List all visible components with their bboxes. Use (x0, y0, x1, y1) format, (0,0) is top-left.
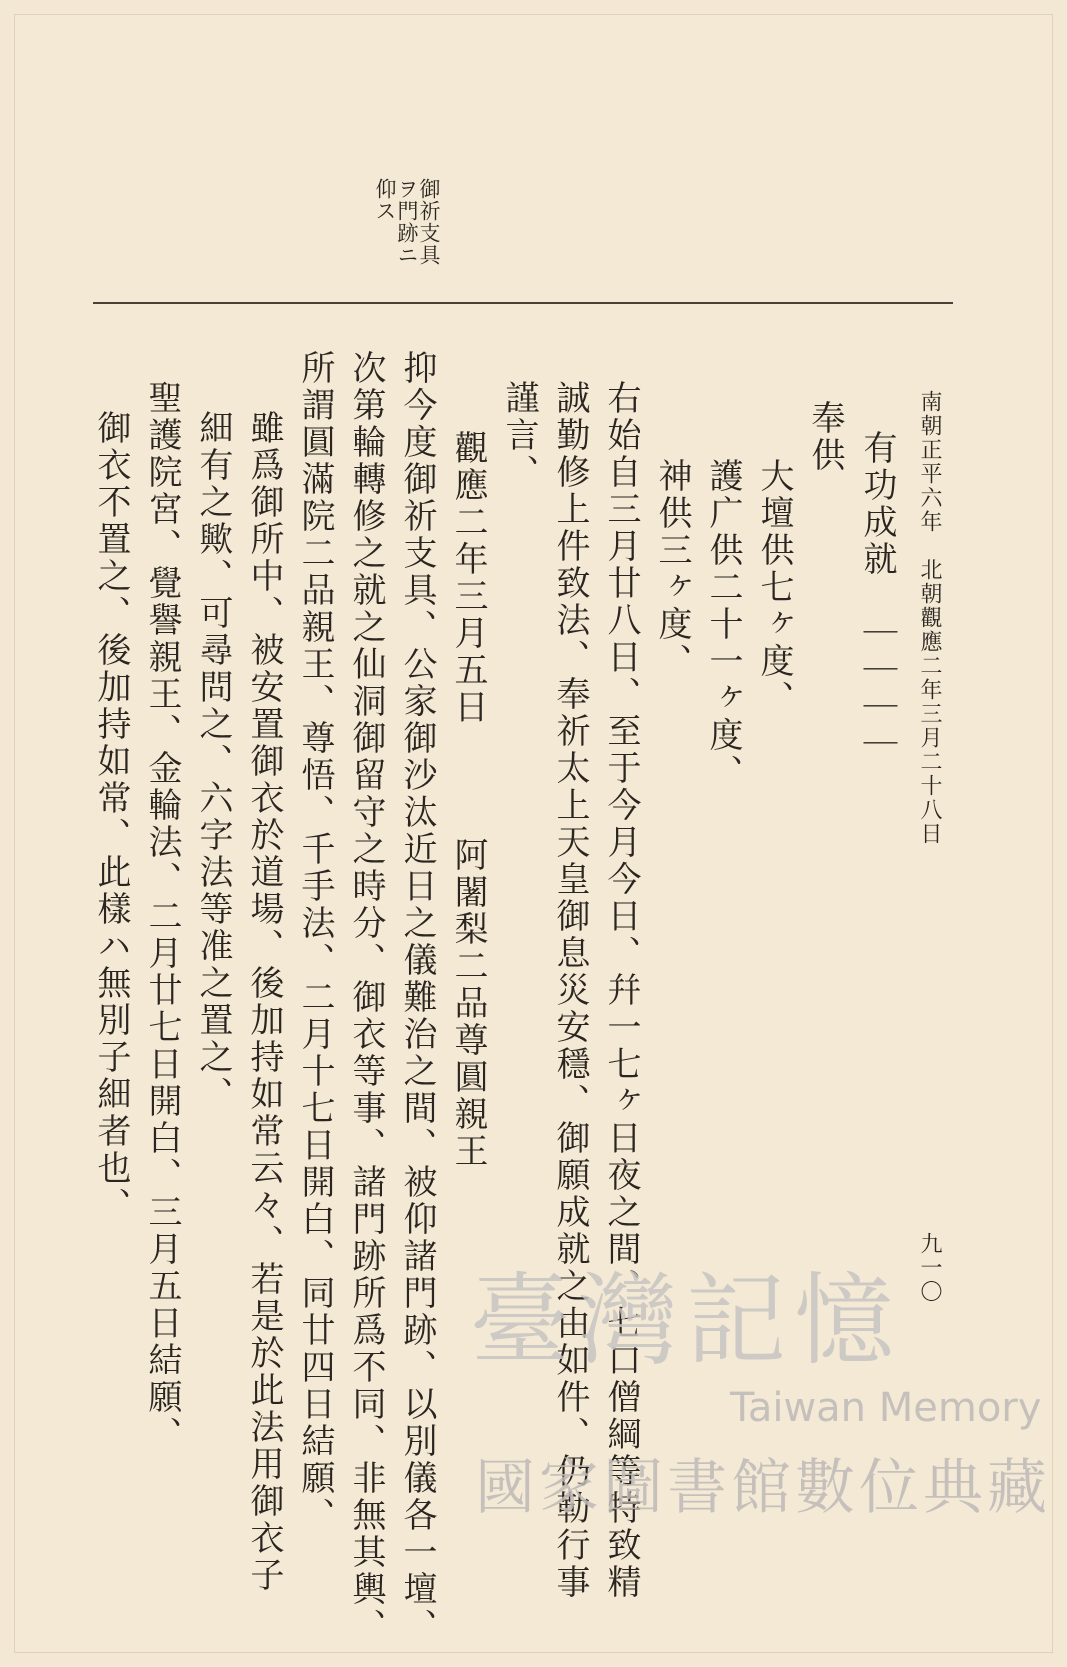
watermark-title: 臺灣記憶 (470, 1262, 902, 1379)
side-note-line-3: 仰ス (373, 178, 397, 222)
text-line-6: 右始自三月廿八日、至于今月今日、幷一七ヶ日夜之間、七口僧綱等特致精 (601, 380, 641, 1601)
text-line-16: 御衣不置之、後加持如常、此樣ハ無別子細者也、 (91, 410, 131, 1224)
text-line-3: 大壇供七ヶ度、 (754, 458, 794, 717)
text-line-4: 護广供二十一ヶ度、 (703, 458, 743, 791)
text-line-5: 神供三ヶ度、 (652, 458, 692, 680)
text-line-12: 所謂圓滿院二品親王、尊悟、千手法、二月十七日開白、同廿四日結願、 (295, 350, 335, 1534)
page-number: 九一〇 (917, 1232, 942, 1304)
text-line-9: 觀應二年三月五日 阿闍梨二品尊圓親王 (448, 430, 488, 1170)
side-note-line-2: ヲ門跡ニ (395, 178, 419, 266)
text-line-8: 謹言、 (499, 380, 539, 491)
header-rule (93, 302, 953, 304)
running-head: 南朝正平六年 北朝觀應二年三月二十八日 (917, 390, 942, 846)
watermark-subtitle: 國家圖書館數位典藏 (475, 1453, 1051, 1523)
text-line-2: 奉供 (805, 400, 845, 474)
watermark-english: Taiwan Memory (730, 1385, 1042, 1431)
text-line-10: 抑今度御祈支具、公家御沙汰近日之儀難治之間、被仰諸門跡、以別儀各一壇、 (397, 350, 437, 1645)
side-note-line-1: 御祈支具 (417, 178, 441, 266)
text-line-11: 次第輪轉修之就之仙洞御留守之時分、御衣等事、諸門跡所爲不同、非無其輿、 (346, 350, 386, 1645)
text-line-7: 誠勤修上件致法、奉祈太上天皇御息災安穩、御願成就之由如件、仍勒行事 (550, 380, 590, 1601)
text-line-13: 雖爲御所中、被安置御衣於道場、後加持如常云々、若是於此法用御衣子 (244, 410, 284, 1594)
text-line-15: 聖護院宮、覺譽親王、金輪法、二月廿七日開白、三月五日結願、 (142, 380, 182, 1453)
text-line-14: 細有之歟、可尋問之、六字法等准之置之、 (193, 410, 233, 1113)
text-line-1: 有功成就 ｜｜｜｜ (857, 430, 897, 763)
